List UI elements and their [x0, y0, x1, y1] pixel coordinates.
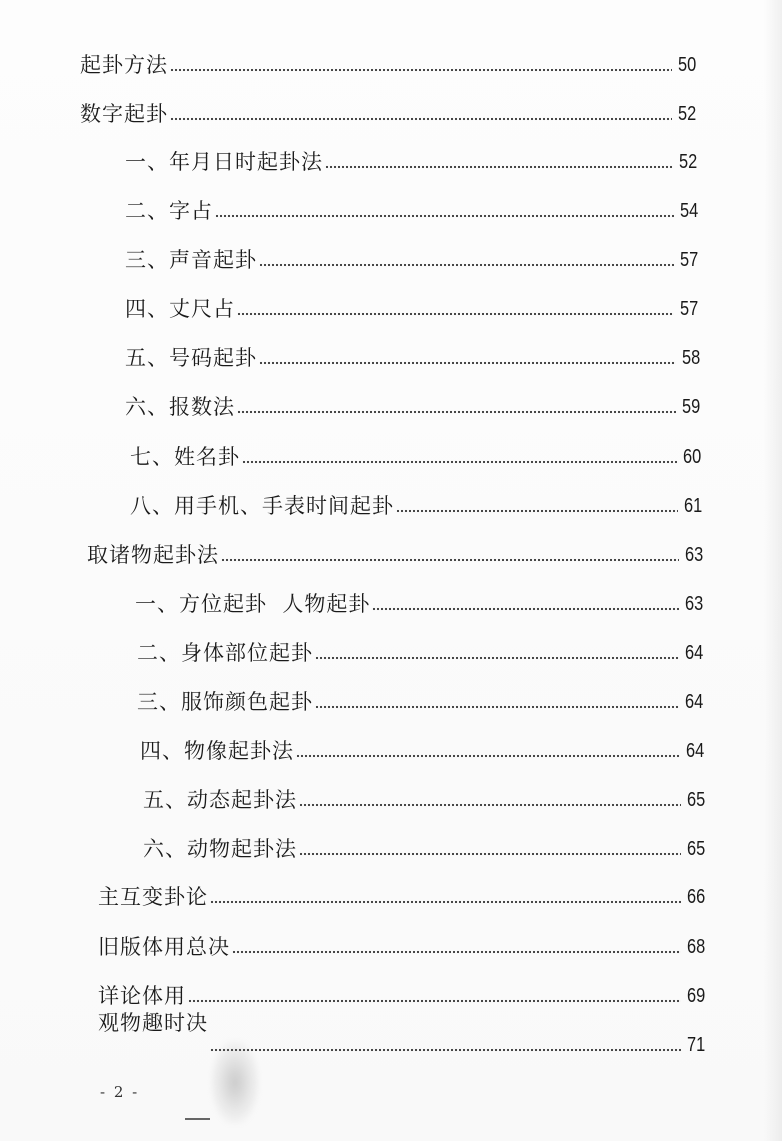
- toc-leader-dots: [237, 409, 676, 415]
- toc-leader-dots: [215, 213, 674, 219]
- toc-entry-title: 旧版体用总决: [98, 935, 230, 959]
- toc-leader-dots: [210, 899, 681, 905]
- toc-leader-dots: [237, 311, 674, 317]
- toc-leader-dots: [170, 116, 672, 122]
- toc-entry: [98, 1010, 705, 1058]
- toc-entry: [80, 97, 696, 127]
- toc-entry-page: 61: [683, 495, 702, 517]
- toc-entry-title: 四、物像起卦法: [140, 739, 294, 763]
- toc-entry: [125, 341, 700, 371]
- page-edge-shadow: [764, 0, 782, 1141]
- toc-leader-dots: [242, 459, 677, 465]
- toc-entry-page: 57: [679, 249, 698, 271]
- toc-entry: [135, 587, 703, 617]
- toc-entry-page: 65: [686, 838, 705, 860]
- toc-entry-page: 50: [677, 54, 696, 76]
- toc-leader-dots: [259, 360, 676, 366]
- toc-leader-dots: [170, 67, 672, 73]
- toc-entry: [98, 930, 705, 960]
- toc-leader-dots: [325, 164, 673, 170]
- toc-entry-page: 64: [685, 740, 704, 762]
- toc-entry-title: 三、服饰颜色起卦: [137, 690, 313, 714]
- toc-entry-title: 取诸物起卦法: [87, 543, 219, 567]
- toc-entry-title: 二、字占: [125, 199, 213, 223]
- toc-leader-dots: [232, 949, 681, 955]
- toc-entry: [125, 145, 697, 175]
- toc-entry-page: 64: [684, 642, 703, 664]
- toc-leader-dots: [188, 998, 681, 1004]
- toc-leader-dots: [299, 802, 681, 808]
- toc-entry-title: 观物趣时决: [98, 1011, 208, 1035]
- scan-smudge: [210, 1040, 260, 1125]
- toc-entry: [80, 48, 696, 78]
- toc-leader-dots: [315, 704, 679, 710]
- toc-entry-page: 57: [679, 298, 698, 320]
- toc-entry-title: 详论体用: [98, 984, 186, 1008]
- toc-entry: [125, 194, 698, 224]
- toc-leader-dots: [299, 851, 681, 857]
- toc-entry-page: 59: [681, 396, 700, 418]
- toc-entry-title: 一、方位起卦 人物起卦: [135, 592, 371, 616]
- toc-entry: [140, 734, 704, 764]
- toc-entry: [143, 783, 705, 813]
- toc-entry: [137, 685, 703, 715]
- toc-entry-page: 52: [677, 103, 696, 125]
- toc-entry-title: 二、身体部位起卦: [137, 641, 313, 665]
- toc-entry-page: 71: [686, 1034, 705, 1056]
- toc-entry-page: 69: [686, 985, 705, 1007]
- toc-entry-page: 52: [678, 151, 697, 173]
- scan-mark: [185, 1118, 210, 1120]
- toc-leader-dots: [372, 606, 678, 612]
- toc-entry-title: 六、报数法: [125, 395, 235, 419]
- toc-entry-page: 60: [682, 446, 701, 468]
- toc-entry-title: 五、动态起卦法: [143, 788, 297, 812]
- toc-entry-page: 54: [679, 200, 698, 222]
- toc-leader-dots: [259, 262, 674, 268]
- toc-leader-dots: [210, 1047, 681, 1053]
- toc-entry-title: 一、年月日时起卦法: [125, 150, 323, 174]
- toc-entry-page: 65: [686, 789, 705, 811]
- toc-leader-dots: [315, 655, 679, 661]
- toc-entry-title: 七、姓名卦: [130, 445, 240, 469]
- toc-entry-title: 主互变卦论: [98, 885, 208, 909]
- toc-leader-dots: [221, 557, 679, 563]
- toc-entry-title: 起卦方法: [80, 53, 168, 77]
- toc-entry: [87, 538, 703, 568]
- toc-entry-page: 64: [684, 691, 703, 713]
- toc-entry: [130, 440, 701, 470]
- toc-entry-title: 数字起卦: [80, 102, 168, 126]
- toc-entry: [130, 489, 702, 519]
- toc-entry: [125, 243, 698, 273]
- toc-entry: [125, 292, 698, 322]
- toc-entry: [137, 636, 703, 666]
- toc-entry-page: 66: [686, 886, 705, 908]
- toc-leader-dots: [296, 753, 680, 759]
- toc-entry-title: 三、声音起卦: [125, 248, 257, 272]
- toc-entry: [125, 390, 700, 420]
- toc-entry: [98, 979, 705, 1009]
- toc-entry-page: 68: [686, 936, 705, 958]
- page-number: - 2 -: [100, 1083, 140, 1101]
- toc-entry-page: 58: [681, 347, 700, 369]
- toc-entry-title: 八、用手机、手表时间起卦: [130, 494, 394, 518]
- toc-entry-title: 六、动物起卦法: [143, 837, 297, 861]
- toc-entry-title: 五、号码起卦: [125, 346, 257, 370]
- toc-entry-page: 63: [684, 593, 703, 615]
- toc-entry: [143, 832, 705, 862]
- toc-entry-title: 四、丈尺占: [125, 297, 235, 321]
- toc-entry: [98, 880, 705, 910]
- toc-leader-dots: [396, 508, 678, 514]
- toc-entry-page: 63: [684, 544, 703, 566]
